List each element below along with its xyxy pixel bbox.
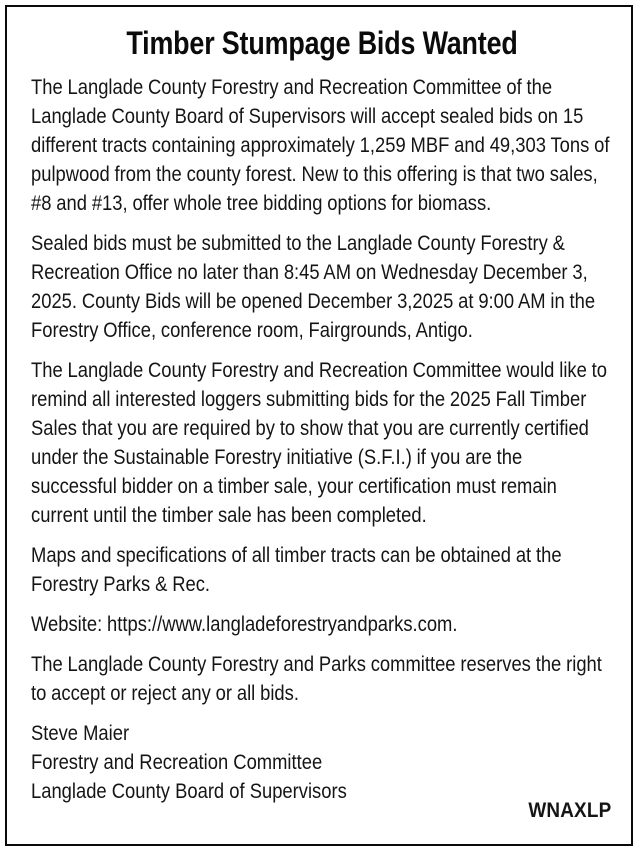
- paragraph-maps-and-specs: Maps and specifications of all timber tracts can be obtained at the Forestry Parks & Rec.: [31, 543, 562, 596]
- notice-body-text: [31, 73, 612, 806]
- page-title: Timber Stumpage Bids Wanted: [126, 25, 518, 61]
- paragraph-submission-deadline: Sealed bids must be submitted to the Langlade County Forestry & Recreation Office no later than 8:45 AM on Wednesday December 3, 2025. County Bids will be opened December 3,2025 at 9:00 AM in the Forestry Office, conference room, Fairgrounds, Antigo.: [31, 231, 596, 342]
- signer-committee: Forestry and Recreation Committee: [31, 750, 323, 774]
- signer-board: Langlade County Board of Supervisors: [31, 779, 347, 803]
- paragraph-certification-requirement: The Langlade County Forestry and Recreation Committee would like to remind all interested loggers submitting bids for the 2025 Fall Timber Sales that you are required by to show that you are currently certified under the Sustainable Forestry initiative (S.F.I.) if you are the successful bidder on a timber sale, your certification must remain current until the timber sale has been completed.: [31, 358, 608, 527]
- signer-name: Steve Maier: [31, 721, 130, 745]
- signature-block: [31, 719, 612, 806]
- paragraph-bid-offering: The Langlade County Forestry and Recreation Committee of the Langlade County Board of Supervisors will accept sealed bids on 15 different tracts containing approximately 1,259 MBF and 49,303 Tons of pulpwood from the county forest. New to this offering is that two sales, #8 and #13, offer whole tree bidding options for biomass.: [31, 75, 610, 215]
- notice-content: [31, 24, 613, 806]
- legal-notice-frame: [5, 5, 633, 846]
- paragraph-reject-bids: The Langlade County Forestry and Parks committee reserves the right to accept or reject any or all bids.: [31, 652, 602, 705]
- publisher-mark: WNAXLP: [527, 798, 611, 822]
- paragraph-website: Website: https://www.langladeforestryandparks.com.: [31, 612, 458, 636]
